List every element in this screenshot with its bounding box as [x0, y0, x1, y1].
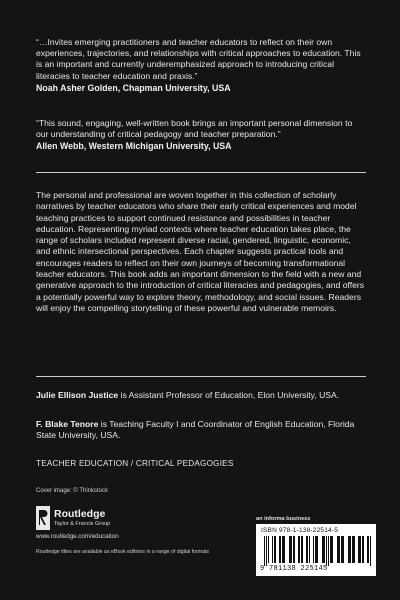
endorsement-2 — [36, 118, 366, 153]
informa-tagline: an informa business — [256, 516, 311, 522]
endorsement-1 — [36, 37, 366, 94]
publisher-group: Taylor & Francis Group — [54, 521, 111, 527]
subject-category: TEACHER EDUCATION / CRITICAL PEDAGOGIES — [36, 459, 234, 468]
endorsement-author: Noah Asher Golden, Chapman University, USA — [36, 82, 231, 93]
editor-role: is Assistant Professor of Education, Elon University, USA. — [118, 390, 340, 400]
isbn-digits: 9 781138 225145 — [260, 565, 328, 573]
publisher-url[interactable]: www.routledge.com/education — [36, 533, 119, 540]
routledge-r-icon — [36, 506, 50, 530]
editor-name: Julie Ellison Justice — [36, 390, 119, 400]
ebook-note: Routledge titles are available as eBook editions in a range of digital formats — [36, 549, 210, 555]
endorsement-quote: “This sound, engaging, well-written book brings an important personal dimension to our understanding of critical pedagogy and teacher preparation.” — [36, 118, 353, 140]
book-description: The personal and professional are woven together in this collection of scholarly narratives by teacher educators who share their early critical experiences and model teaching practices to support continued resistance and possibilities in teacher education. Representing myriad contexts where teacher education takes place, the range of scholars included represent diverse racial, gendered, linguistic, economic, and ethnic intersectional perspectives. Each chapter suggests practical tools and encourages readers to reflect on their own journeys of becoming transformational teacher educators. This book adds an important dimension to the field with a new and generative approach to the introduction of critical literacies and pedagogies, and offers a potentially powerful way to explore theory, methodology, and social issues. Readers will enjoy the compelling storytelling of these powerful and vulnerable memoirs. — [36, 190, 365, 313]
cover-credit: Cover image: © Thinkstock — [36, 488, 109, 494]
publisher-logo — [36, 506, 156, 546]
editor-role: is Teaching Faculty I and Coordinator of English Education, Florida State University, USA. — [36, 419, 355, 441]
endorsement-author: Allen Webb, Western Michigan University, USA — [36, 141, 232, 152]
isbn-label: ISBN 978-1-138-22514-5 — [261, 527, 339, 534]
divider — [36, 376, 366, 377]
editor-name: F. Blake Tenore — [36, 419, 99, 429]
editor-bio-1 — [36, 390, 366, 401]
divider — [36, 172, 366, 173]
publisher-name: Routledge — [54, 508, 106, 520]
isbn-barcode — [256, 524, 376, 576]
barcode-bars — [260, 536, 372, 566]
endorsement-quote: “…Invites emerging practitioners and teacher educators to reflect on their own experiences, trajectories, and relationships with critical approaches to education. This is an important and currently underemphasized approach to introducing critical literacies to teacher education and praxis.” — [36, 37, 361, 81]
editor-bio-2 — [36, 419, 366, 441]
